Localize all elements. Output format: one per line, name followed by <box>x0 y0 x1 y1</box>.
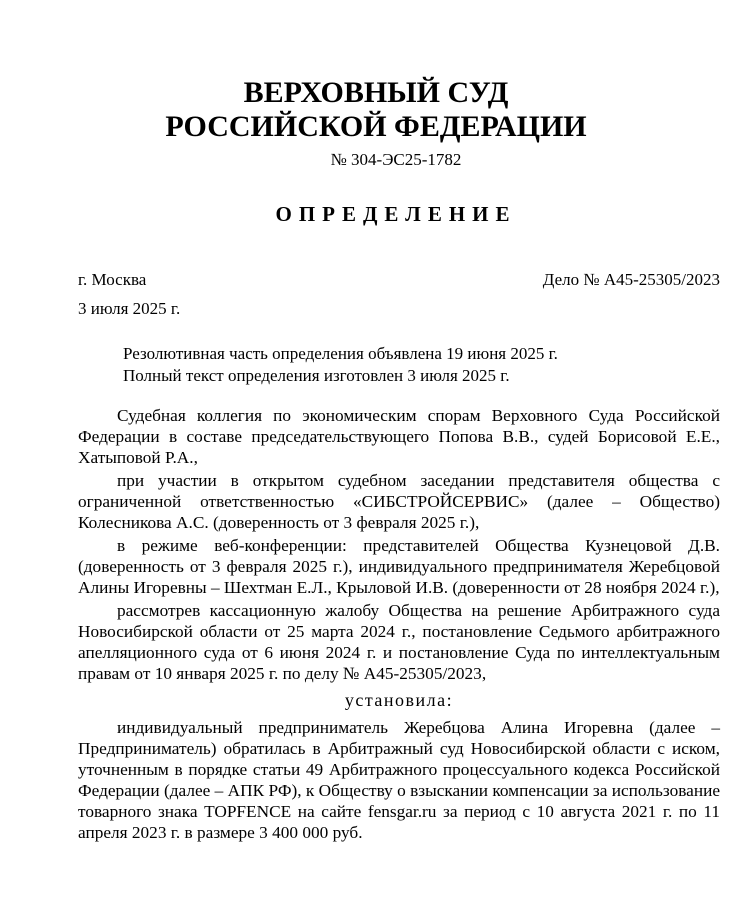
paragraph-attendance: при участии в открытом судебном заседании представителя общества с ограниченной ответственностью «СИБСТРОЙСЕРВИС» (далее – Общество) Колесникова А.С. (доверенность от 3 февраля 2025 г.), <box>78 471 720 532</box>
document-type-title: ОПРЕДЕЛЕНИЕ <box>275 202 517 226</box>
full-text-note: Полный текст определения изготовлен 3 июля 2025 г. <box>123 366 510 385</box>
paragraph-claim: индивидуальный предприниматель Жеребцова Алина Игоревна (далее – Предприниматель) обратилась в Арбитражный суд Новосибирской области с иском, уточненным в порядке статьи 49 Арбитражного процессуального кодекса Российской Федерации (далее – АПК РФ), к Обществу о взыскании компенсации за использование товарного знака TOPFENCE на сайте fensgar.ru за период с 10 августа 2021 г. по 11 апреля 2023 г. в размере 3 400 000 руб. <box>78 718 720 842</box>
issuance-notes <box>123 343 558 387</box>
court-name-line-2: РОССИЙСКОЙ ФЕДЕРАЦИИ <box>165 110 587 143</box>
document-body <box>78 405 720 845</box>
section-heading: установила: <box>344 690 454 710</box>
city: г. Москва <box>78 270 147 289</box>
paragraph-web-conference: в режиме веб-конференции: представителей Общества Кузнецовой Д.В. (доверенность от 3 февраля 2025 г.), индивидуального предпринимателя Жеребцовой Алины Игоревны – Шехтман Е.Л., Крыловой И.В. (доверенности от 28 ноября 2024 г.), <box>78 536 720 597</box>
operative-part-note: Резолютивная часть определения объявлена 19 июня 2025 г. <box>123 344 558 363</box>
court-name-line-1: ВЕРХОВНЫЙ СУД <box>243 76 509 109</box>
paragraph-panel: Судебная коллегия по экономическим спорам Верховного Суда Российской Федерации в составе председательствующего Попова В.В., судей Борисовой Е.Е., Хатыповой Р.А., <box>78 406 720 467</box>
court-name <box>0 76 752 144</box>
paragraph-considering: рассмотрев кассационную жалобу Общества на решение Арбитражного суда Новосибирской области от 25 марта 2024 г., постановление Седьмого арбитражного апелляционного суда от 6 июня 2024 г. и постановление Суда по интеллектуальным правам от 10 января 2025 г. по делу № А45-25305/2023, <box>78 601 720 683</box>
document-date: 3 июля 2025 г. <box>78 299 181 318</box>
case-reference: Дело № А45-25305/2023 <box>542 270 720 289</box>
document-number: № 304-ЭС25-1782 <box>330 150 462 169</box>
